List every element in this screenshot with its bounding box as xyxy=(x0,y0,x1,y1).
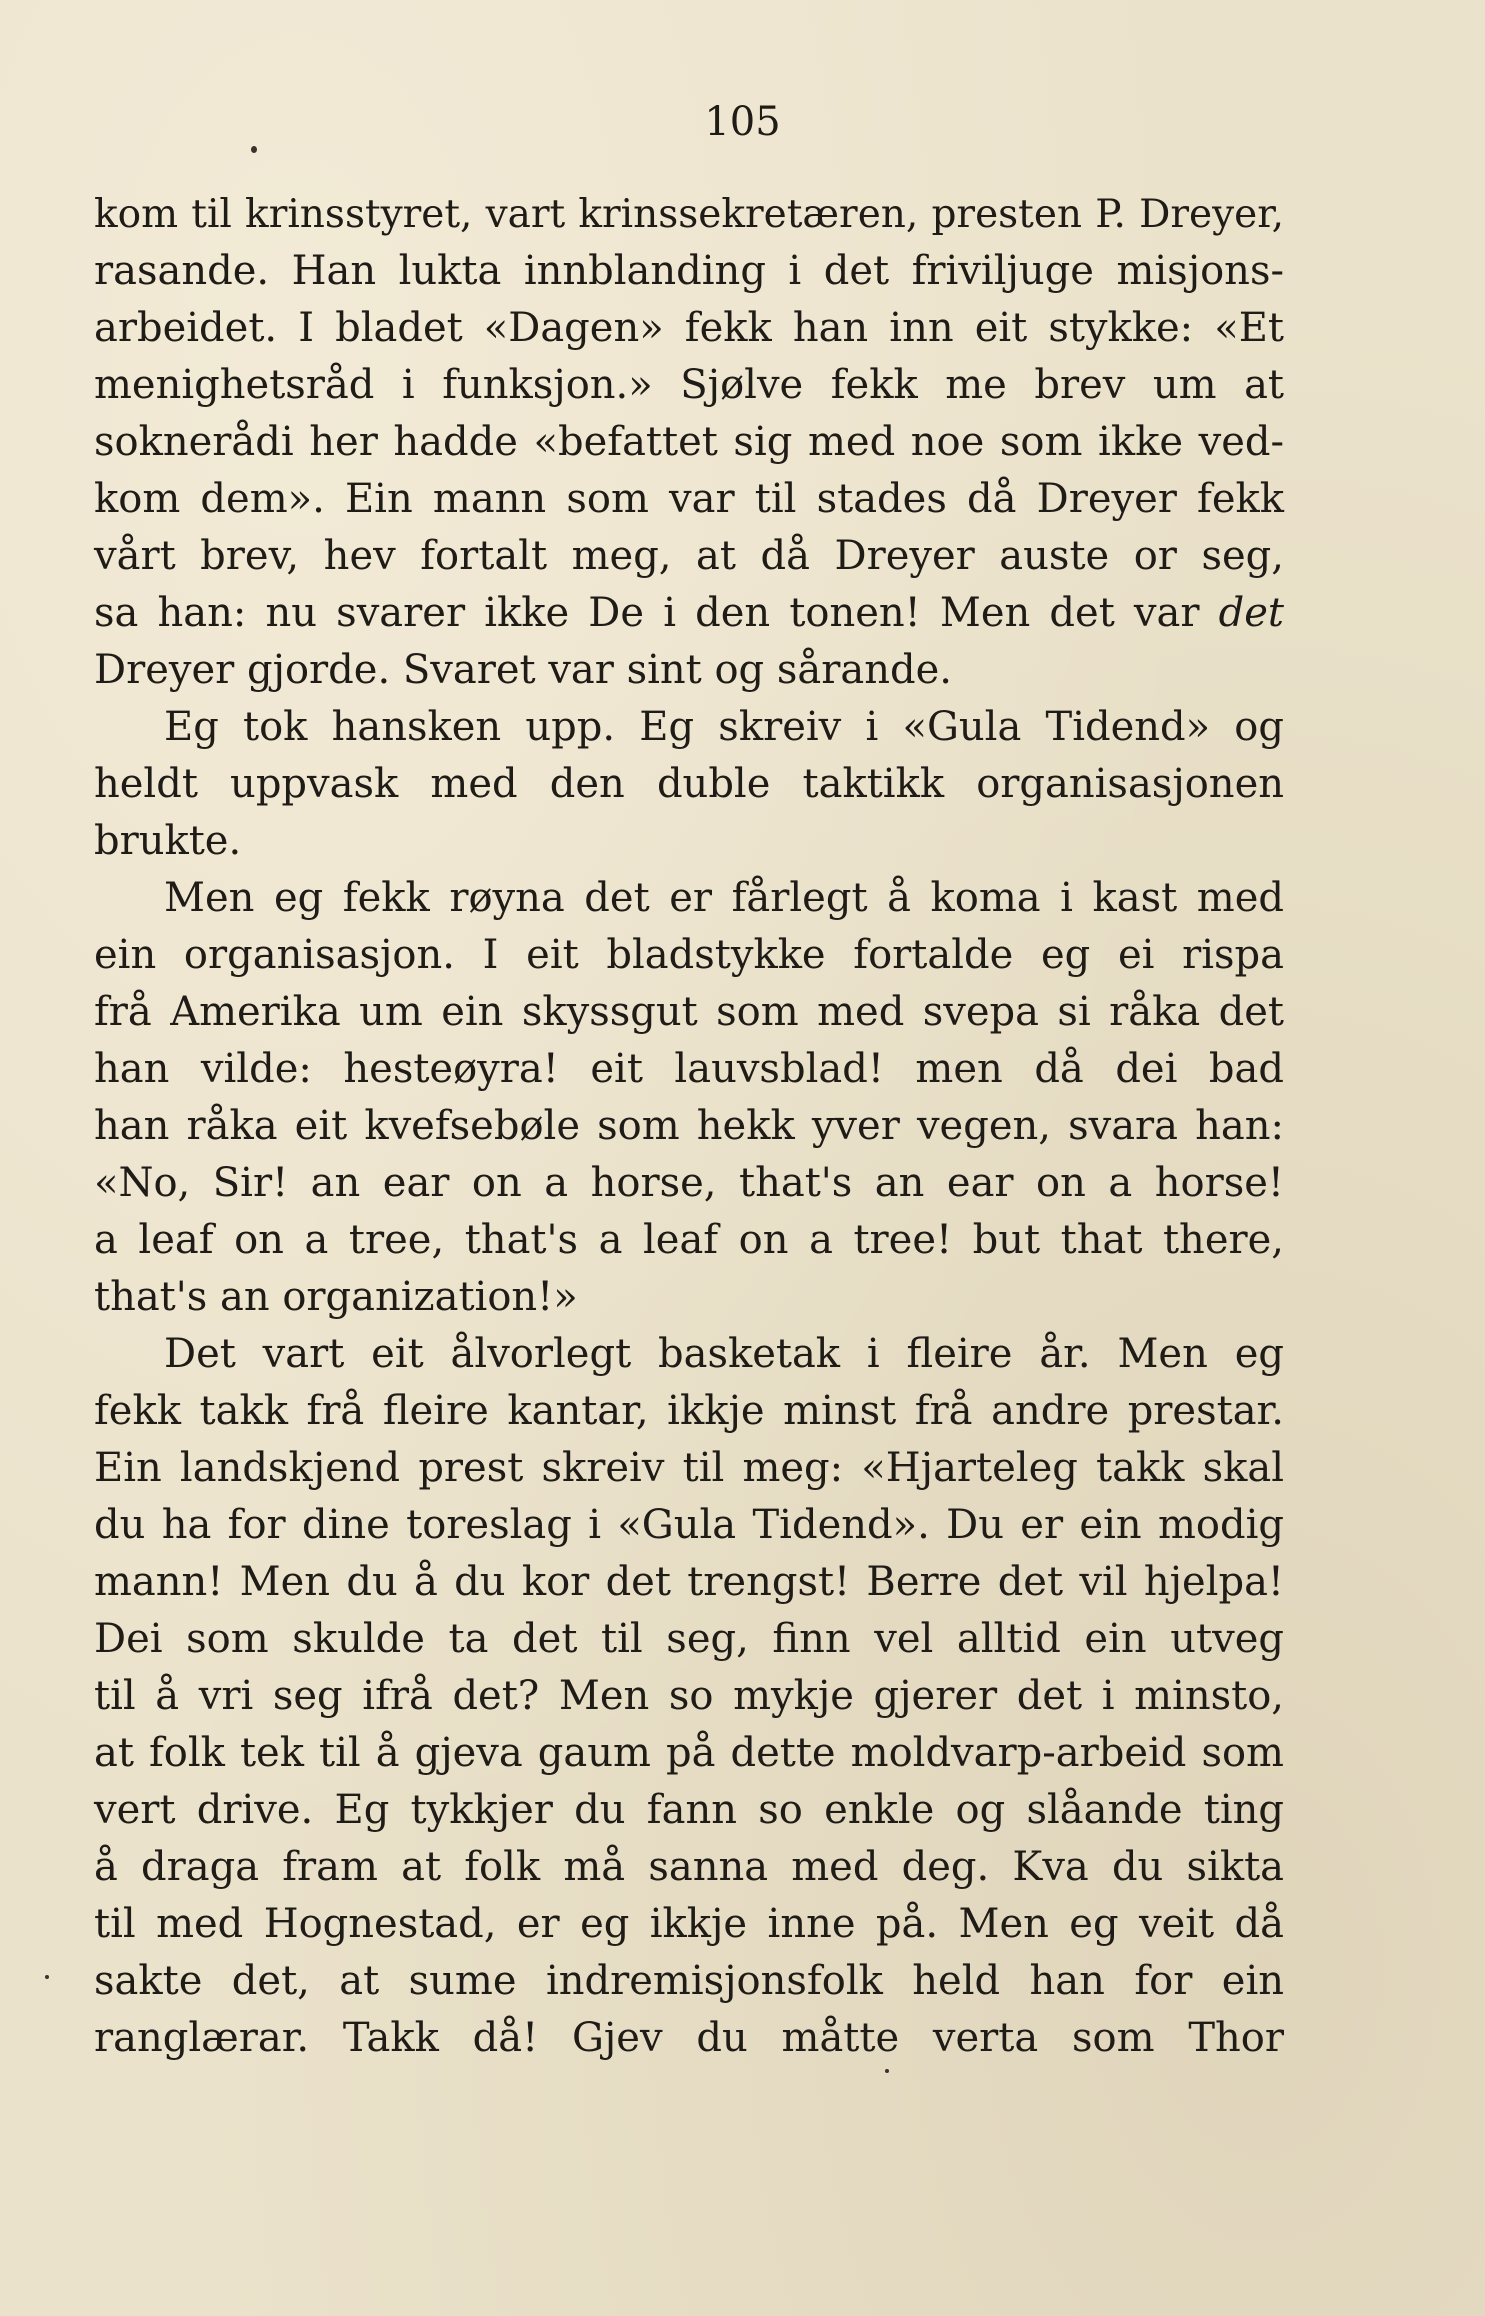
text-line: a leaf on a tree, that's a leaf on a tree! but that there, xyxy=(94,1217,1284,1263)
text-segment: sa han: nu svarer ikke De i den tonen! Men det var xyxy=(94,590,1219,636)
text-line: at folk tek til å gjeva gaum på dette moldvarp-arbeid som xyxy=(94,1730,1284,1776)
text-line: kom dem». Ein mann som var til stades då Dreyer fekk xyxy=(94,476,1284,522)
text-line: å draga fram at folk må sanna med deg. Kva du sikta xyxy=(94,1844,1284,1890)
paragraph-first-line: Det vart eit ålvorlegt basketak i fleire år. Men eg xyxy=(164,1331,1284,1377)
paragraph-first-line: Men eg fekk røyna det er fårlegt å koma i kast med xyxy=(164,875,1284,921)
text-line: rasande. Han lukta innblanding i det friviljuge misjons- xyxy=(94,248,1284,294)
text-line: mann! Men du å du kor det trengst! Berre det vil hjelpa! xyxy=(94,1559,1284,1605)
text-line: Ein landskjend prest skreiv til meg: «Hjarteleg takk skal xyxy=(94,1445,1284,1491)
ink-speck xyxy=(885,2069,889,2073)
ink-speck xyxy=(45,1975,49,1979)
text-line: arbeidet. I bladet «Dagen» fekk han inn eit stykke: «Et xyxy=(94,305,1284,351)
ink-speck xyxy=(251,146,257,153)
paragraph-last-line: that's an organization!» xyxy=(94,1274,578,1320)
text-line: frå Amerika um ein skyssgut som med svepa si råka det xyxy=(94,989,1284,1035)
text-line: du ha for dine toreslag i «Gula Tidend». Du er ein modig xyxy=(94,1502,1284,1548)
text-line: heldt uppvask med den duble taktikk organisasjonen xyxy=(94,761,1284,807)
paragraph-last-line: Dreyer gjorde. Svaret var sint og sårande. xyxy=(94,647,952,693)
text-line: Dei som skulde ta det til seg, finn vel alltid ein utveg xyxy=(94,1616,1284,1662)
italic-emphasis: det xyxy=(1218,590,1284,636)
body-text xyxy=(94,186,1284,2067)
text-line-with-emphasis xyxy=(94,585,1284,642)
text-line: ein organisasjon. I eit bladstykke fortalde eg ei rispa xyxy=(94,932,1284,978)
text-line: han vilde: hesteøyra! eit lauvsblad! men då dei bad xyxy=(94,1046,1284,1092)
paragraph-first-line: Eg tok hansken upp. Eg skreiv i «Gula Tidend» og xyxy=(164,704,1284,750)
text-line: sakte det, at sume indremisjonsfolk held han for ein xyxy=(94,1958,1284,2004)
text-line: soknerådi her hadde «befattet sig med noe som ikke ved- xyxy=(94,419,1284,465)
page-number: 105 xyxy=(704,99,781,145)
text-line: menighetsråd i funksjon.» Sjølve fekk me brev um at xyxy=(94,362,1284,408)
text-line: til å vri seg ifrå det? Men so mykje gjerer det i minsto, xyxy=(94,1673,1284,1719)
text-line: til med Hognestad, er eg ikkje inne på. Men eg veit då xyxy=(94,1901,1284,1947)
paragraph-last-line: brukte. xyxy=(94,818,242,864)
text-line: han råka eit kvefsebøle som hekk yver vegen, svara han: xyxy=(94,1103,1284,1149)
text-line: fekk takk frå fleire kantar, ikkje minst frå andre prestar. xyxy=(94,1388,1284,1434)
text-line: ranglærar. Takk då! Gjev du måtte verta som Thor xyxy=(94,2015,1284,2061)
text-line: vårt brev, hev fortalt meg, at då Dreyer auste or seg, xyxy=(94,533,1284,579)
text-line: kom til krinsstyret, vart krinssekretæren, presten P. Dreyer, xyxy=(94,192,1284,237)
text-line: «No, Sir! an ear on a horse, that's an ear on a horse! xyxy=(94,1160,1284,1206)
text-line: vert drive. Eg tykkjer du fann so enkle og slåande ting xyxy=(94,1787,1284,1833)
